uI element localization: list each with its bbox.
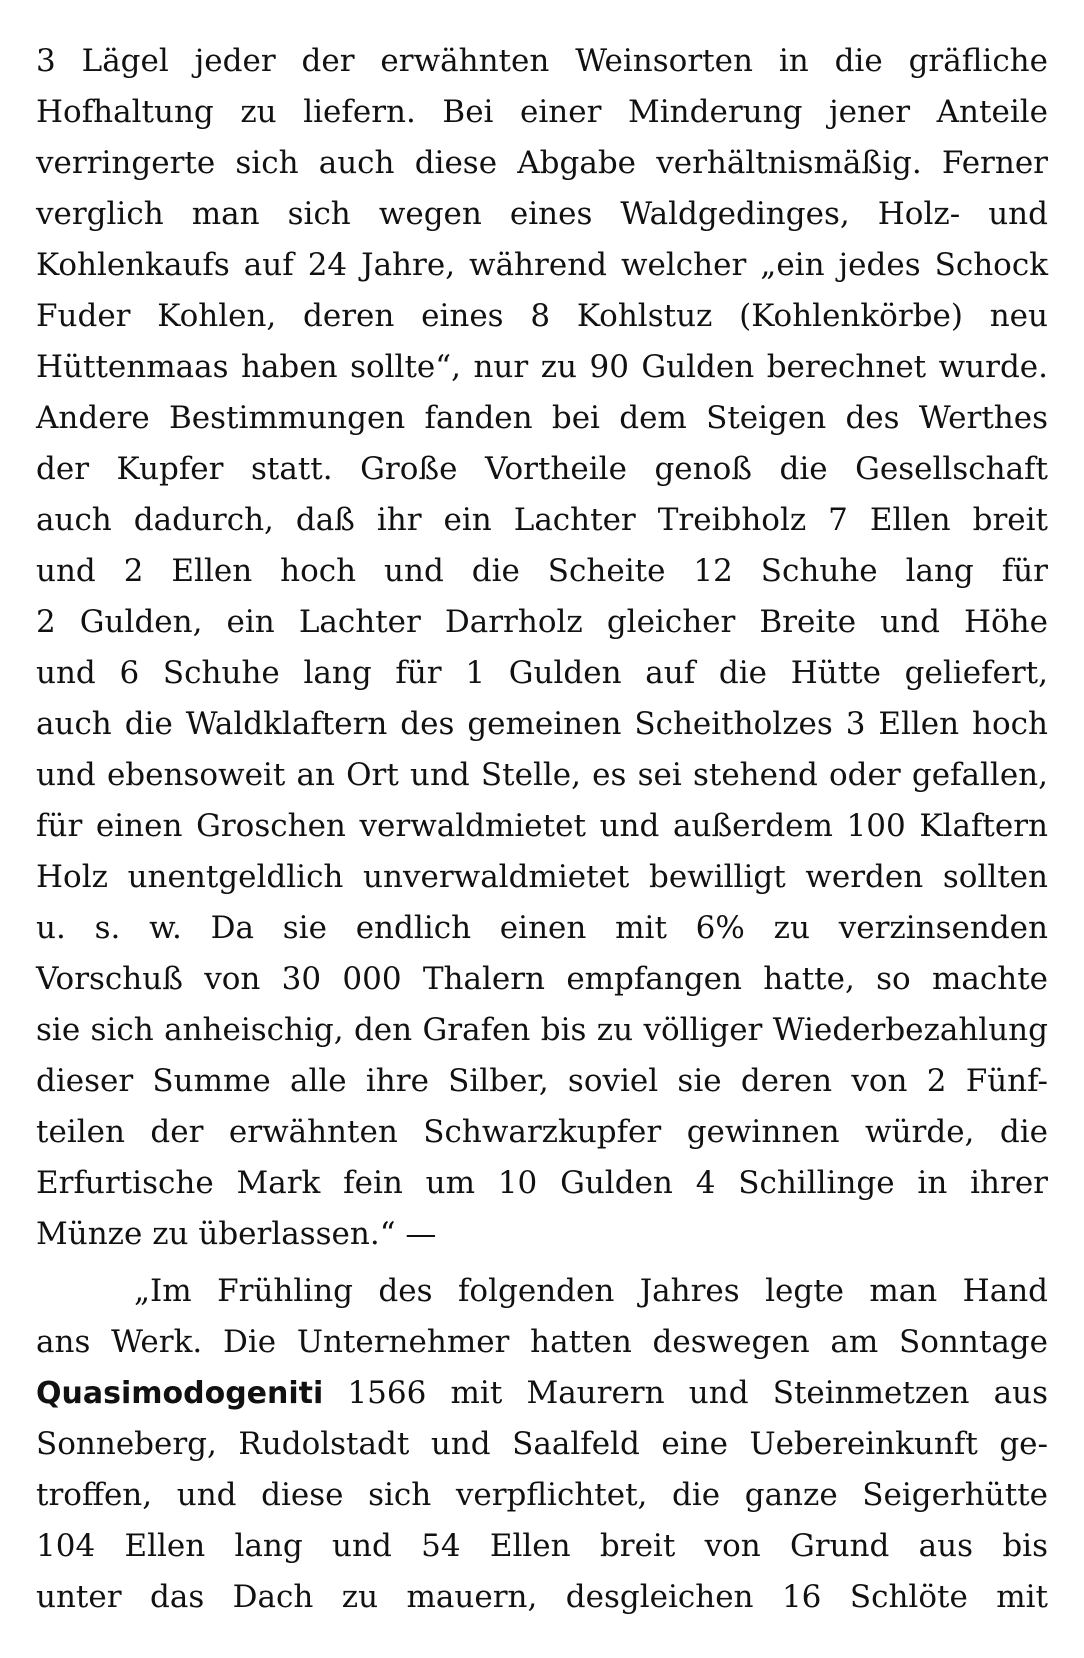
text-line-remainder: 1566 mit Maurern und Steinmetzen aus: [323, 1375, 1048, 1411]
text-line: verglich man sich wegen eines Waldgedinges, Holz- und: [36, 196, 1048, 232]
text-line-with-bold-term: [36, 1368, 1048, 1419]
text-line: ans Werk. Die Unternehmer hatten deswegen am Sonntage: [36, 1324, 1048, 1360]
text-line: troffen, und diese sich verpflichtet, die ganze Seigerhütte: [36, 1477, 1048, 1513]
text-line: unter das Dach zu mauern, desgleichen 16 Schlöte mit: [36, 1579, 1048, 1615]
text-line: Vorschuß von 30 000 Thalern empfangen hatte, so machte: [36, 961, 1048, 997]
text-line: sie sich anheischig, den Grafen bis zu völliger Wiederbezahlung: [36, 1012, 1048, 1048]
text-line: Sonneberg, Rudolstadt und Saalfeld eine Uebereinkunft ge-: [36, 1426, 1048, 1462]
text-line: und 6 Schuhe lang für 1 Gulden auf die Hütte geliefert,: [36, 655, 1048, 691]
text-line: Andere Bestimmungen fanden bei dem Steigen des Werthes: [36, 400, 1048, 436]
text-line: 2 Gulden, ein Lachter Darrholz gleicher Breite und Höhe: [36, 604, 1048, 640]
text-line: auch die Waldklaftern des gemeinen Scheitholzes 3 Ellen hoch: [36, 706, 1048, 742]
text-line: dieser Summe alle ihre Silber, soviel sie deren von 2 Fünf-: [36, 1063, 1048, 1099]
text-line: Erfurtische Mark fein um 10 Gulden 4 Schillinge in ihrer: [36, 1165, 1048, 1201]
paragraph-first-line: „Im Frühling des folgenden Jahres legte man Hand: [134, 1273, 1048, 1309]
text-line: verringerte sich auch diese Abgabe verhältnismäßig. Ferner: [36, 145, 1048, 181]
text-line: Hofhaltung zu liefern. Bei einer Minderung jener Anteile: [36, 94, 1048, 130]
text-line: und 2 Ellen hoch und die Scheite 12 Schuhe lang für: [36, 553, 1048, 589]
body-text: [36, 36, 1048, 1623]
bold-term: Quasimodogeniti: [36, 1376, 324, 1411]
text-line: u. s. w. Da sie endlich einen mit 6% zu verzinsenden: [36, 910, 1048, 946]
text-line: Holz unentgeldlich unverwaldmietet bewilligt werden sollten: [36, 859, 1048, 895]
text-line: für einen Groschen verwaldmietet und außerdem 100 Klaftern: [36, 808, 1048, 844]
text-line: Kohlenkaufs auf 24 Jahre, während welcher „ein jedes Schock: [36, 247, 1048, 283]
text-line: der Kupfer statt. Große Vortheile genoß die Gesellschaft: [36, 451, 1048, 487]
text-line: teilen der erwähnten Schwarzkupfer gewinnen würde, die: [36, 1114, 1048, 1150]
text-line: und ebensoweit an Ort und Stelle, es sei stehend oder gefallen,: [36, 757, 1048, 793]
text-line: 3 Lägel jeder der erwähnten Weinsorten in die gräfliche: [36, 43, 1048, 79]
text-line: Münze zu überlassen.“ —: [36, 1216, 437, 1252]
text-line: auch dadurch, daß ihr ein Lachter Treibholz 7 Ellen breit: [36, 502, 1048, 538]
text-line: 104 Ellen lang und 54 Ellen breit von Grund aus bis: [36, 1528, 1048, 1564]
text-line: Hüttenmaas haben sollte“, nur zu 90 Gulden berechnet wurde.: [36, 349, 1048, 385]
text-line: Fuder Kohlen, deren eines 8 Kohlstuz (Kohlenkörbe) neu: [36, 298, 1048, 334]
